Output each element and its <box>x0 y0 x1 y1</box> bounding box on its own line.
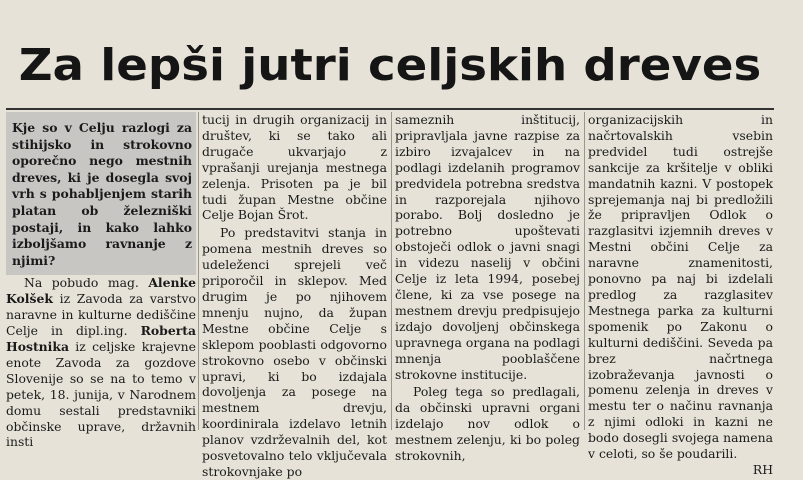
body-paragraph-5: Poleg tega so predlagali, da občinski upravni organi izdelajo nov odlok o mestnem zelenju, ki bo poleg strokovnih, <box>395 384 580 464</box>
column-2 <box>202 112 387 479</box>
text-segment: iz celjske krajevne enote Zavoda za gozdove Slovenije so se na to temo v petek, 18. junija, v Narodnem domu sestali predstavniki občinske uprave, državnih insti <box>6 338 196 450</box>
column-divider <box>584 112 585 430</box>
headline: Za lepši jutri celjskih dreves <box>18 40 762 91</box>
column-4 <box>588 112 773 477</box>
column-divider <box>198 112 199 430</box>
body-paragraph-4: sameznih inštitucij, pripravljala javne razpise za izbiro izvajalcev in na podlagi izdelanih programov predvidela potrebna sredstva in razporejala njihovo porabo. Bolj dosledno je potrebno upoštevati obstoječi odlok o javni snagi in videzu naselij v občini Celje iz leta 1994, posebej člene, ki za vse posege na mestnem drevju predpisujejo izdajo dovoljenj občinskega upravnega organa na podlagi mnenja pooblaščene strokovne institucije. <box>395 112 580 382</box>
body-paragraph-2: tucij in drugih organizacij in društev, ki se tako ali drugače ukvarjajo z vprašanji urejanja mestnega zelenja. Prisoten pa je bil tudi župan Mestne občine Celje Bojan Šrot. <box>202 112 387 223</box>
author-signature: RH <box>752 461 773 477</box>
body-paragraph-6: organizacijskih in načrtovalskih vsebin predvidel tudi ostrejše sankcije za kršitelje v obliki mandatnih kazni. V postopek sprejemanja naj bi predložili že pripravljen Odlok o razglasitvi izjemnih dreves v Mestni občini Celje za naravne znamenitosti, ponovno pa naj bi izdelali predlog za razglasitev Mestnega parka za kulturni spomenik po Zakonu o kulturni dediščini. Seveda pa brez načrtnega izobraževanja javnosti o pomenu zelenja in dreves v mestu ter o načinu ravnanja z njimi odloki in kazni ne bodo dosegli svojega namena v celoti, so še poudarili. <box>588 112 773 462</box>
headline-rule <box>6 108 774 110</box>
person-name: Alenke Kolšek <box>6 275 196 307</box>
column-3 <box>395 112 580 464</box>
lead-paragraph: Kje so v Celju razlogi za stihijsko in strokovno oporečno nego mestnih dreves, ki je dosegla svoj vrh s pohabljenjem starih platan ob železniški postaji, in kako lahko izboljšamo ravnanje z njimi? <box>6 112 196 275</box>
text-segment: iz Zavoda za varstvo naravne in kulturne dediščine Celje in dipl.ing. <box>6 291 196 339</box>
body-paragraph-3: Po predstavitvi stanja in pomena mestnih dreves so udeleženci sprejeli več priporočil in sklepov. Med drugim je po njihovem mnenju nujno, da župan Mestne občine Celje s sklepom pooblasti odgovorno strokovno osebo v občinski upravi, ki bo izdajala dovoljenja za posege na mestnem drevju, koordinirala izdelavo letnih planov vzdrževalnih del, kot posvetovalno telo vključevala strokovnjake po <box>202 225 387 479</box>
body-paragraph-1 <box>6 275 196 450</box>
text-segment: Na pobudo mag. <box>24 275 149 291</box>
person-name: Roberta Hostnika <box>6 323 196 354</box>
column-divider <box>391 112 392 430</box>
column-1 <box>6 112 196 450</box>
